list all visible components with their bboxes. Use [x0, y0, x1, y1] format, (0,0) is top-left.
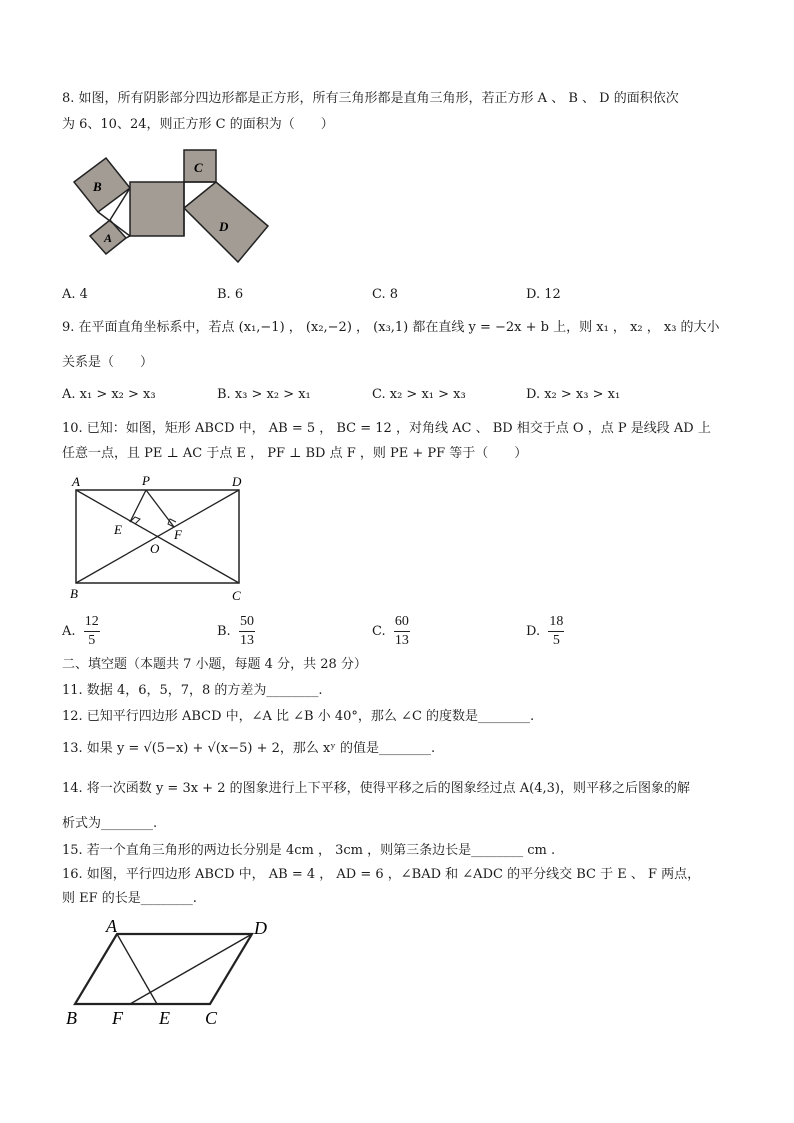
q12: 12. 已知平行四边形 ABCD 中，∠A 比 ∠B 小 40°，那么 ∠C 的度数是________.	[62, 709, 535, 724]
q10-label-o: O	[150, 541, 160, 556]
q8-option-d[interactable]: D. 12	[526, 287, 561, 302]
q16-label-d: D	[254, 918, 267, 938]
segment-pe	[130, 490, 146, 522]
q8-line1: 8. 如图，所有阴影部分四边形都是正方形，所有三角形都是直角三角形，若正方形 A 、 B 、 D 的面积依次	[62, 91, 679, 106]
q10-label-d: D	[232, 474, 242, 489]
q8-label-b: B	[93, 179, 102, 194]
q10-figure	[64, 472, 254, 606]
q8-figure	[62, 146, 274, 272]
q13: 13. 如果 y = √(5−x) + √(x−5) + 2，那么 xʸ 的值是________.	[62, 741, 436, 756]
q10-label-e: E	[114, 522, 122, 537]
q16-label-c: C	[205, 1008, 218, 1028]
numerator: 18	[548, 613, 564, 632]
q16-line2: 则 EF 的长是________.	[62, 891, 197, 906]
q16-line1: 16. 如图，平行四边形 ABCD 中， AB = 4 ， AD = 6 ，∠BAD 和 ∠ADC 的平分线交 BC 于 E 、 F 两点，	[62, 867, 701, 882]
q10-label-p: P	[142, 473, 150, 488]
denominator: 13	[394, 633, 409, 648]
q10-line2: 任意一点，且 PE ⊥ AC 于点 E ， PF ⊥ BD 点 F ，则 PE + PF 等于（ ）	[62, 446, 528, 461]
parallelogram-abcd	[75, 934, 252, 1004]
q14-line2: 析式为________.	[62, 816, 158, 831]
fraction	[84, 613, 100, 650]
q8-line2: 为 6、10、24，则正方形 C 的面积为（ ）	[62, 117, 334, 132]
q10-option-a[interactable]	[62, 612, 100, 652]
fraction	[548, 613, 564, 650]
q9-line2: 关系是（ ）	[62, 355, 154, 370]
numerator: 60	[394, 613, 410, 632]
q10-line1: 10. 已知：如图，矩形 ABCD 中， AB = 5 ， BC = 12 ，对角线 AC 、 BD 相交于点 O ，点 P 是线段 AD 上	[62, 421, 711, 436]
q10-label-c: C	[232, 588, 241, 603]
q16-label-f: F	[112, 1008, 123, 1028]
q10-option-c-letter: C.	[372, 624, 386, 639]
q10-option-a-letter: A.	[62, 624, 76, 639]
fraction	[394, 613, 410, 650]
segment-pf	[146, 490, 174, 527]
numerator: 12	[84, 613, 100, 632]
bisector-df	[130, 934, 252, 1004]
denominator: 5	[88, 633, 96, 648]
bisector-ae	[117, 934, 157, 1004]
q9-option-c[interactable]: C. x₂ > x₁ > x₃	[372, 387, 466, 402]
q8-option-a[interactable]: A. 4	[62, 287, 88, 302]
q10-option-b-letter: B.	[217, 624, 231, 639]
denominator: 13	[239, 633, 254, 648]
q16-figure	[62, 912, 282, 1032]
square-b	[74, 158, 130, 212]
square-middle	[130, 182, 184, 236]
q9-line1: 9. 在平面直角坐标系中，若点 (x₁,−1) ， (x₂,−2) ， (x₃,1) 都在直线 y = −2x + b 上，则 x₁ ， x₂ ， x₃ 的大小	[62, 320, 720, 335]
q11: 11. 数据 4，6，5，7，8 的方差为________.	[62, 683, 323, 698]
q10-option-b[interactable]	[217, 612, 255, 652]
numerator: 50	[239, 613, 255, 632]
fraction	[239, 613, 255, 650]
q8-label-d: D	[219, 219, 229, 234]
q9-option-a[interactable]: A. x₁ > x₂ > x₃	[62, 387, 156, 402]
q8-label-c: C	[194, 160, 203, 175]
q10-option-d[interactable]	[526, 612, 564, 652]
q16-label-e: E	[159, 1008, 170, 1028]
q10-label-f: F	[174, 527, 182, 542]
q8-option-b[interactable]: B. 6	[217, 287, 244, 302]
q8-label-a: A	[104, 231, 113, 245]
q15: 15. 若一个直角三角形的两边长分别是 4cm ， 3cm ，则第三条边长是________ cm .	[62, 843, 556, 858]
q10-label-b: B	[70, 586, 78, 601]
q10-option-d-letter: D.	[526, 624, 541, 639]
q9-option-d[interactable]: D. x₂ > x₃ > x₁	[526, 387, 621, 402]
q14-line1: 14. 将一次函数 y = 3x + 2 的图象进行上下平移，使得平移之后的图象经过点 A(4,3)，则平移之后图象的解	[62, 781, 690, 796]
denominator: 5	[552, 633, 560, 648]
q8-option-c[interactable]: C. 8	[372, 287, 399, 302]
q16-label-b: B	[66, 1008, 77, 1028]
q16-label-a: A	[106, 916, 117, 936]
q10-option-c[interactable]	[372, 612, 410, 652]
q10-label-a: A	[72, 474, 80, 489]
q9-option-b[interactable]: B. x₃ > x₂ > x₁	[217, 387, 311, 402]
section-heading: 二、填空题（本题共 7 小题，每题 4 分，共 28 分）	[62, 657, 367, 672]
